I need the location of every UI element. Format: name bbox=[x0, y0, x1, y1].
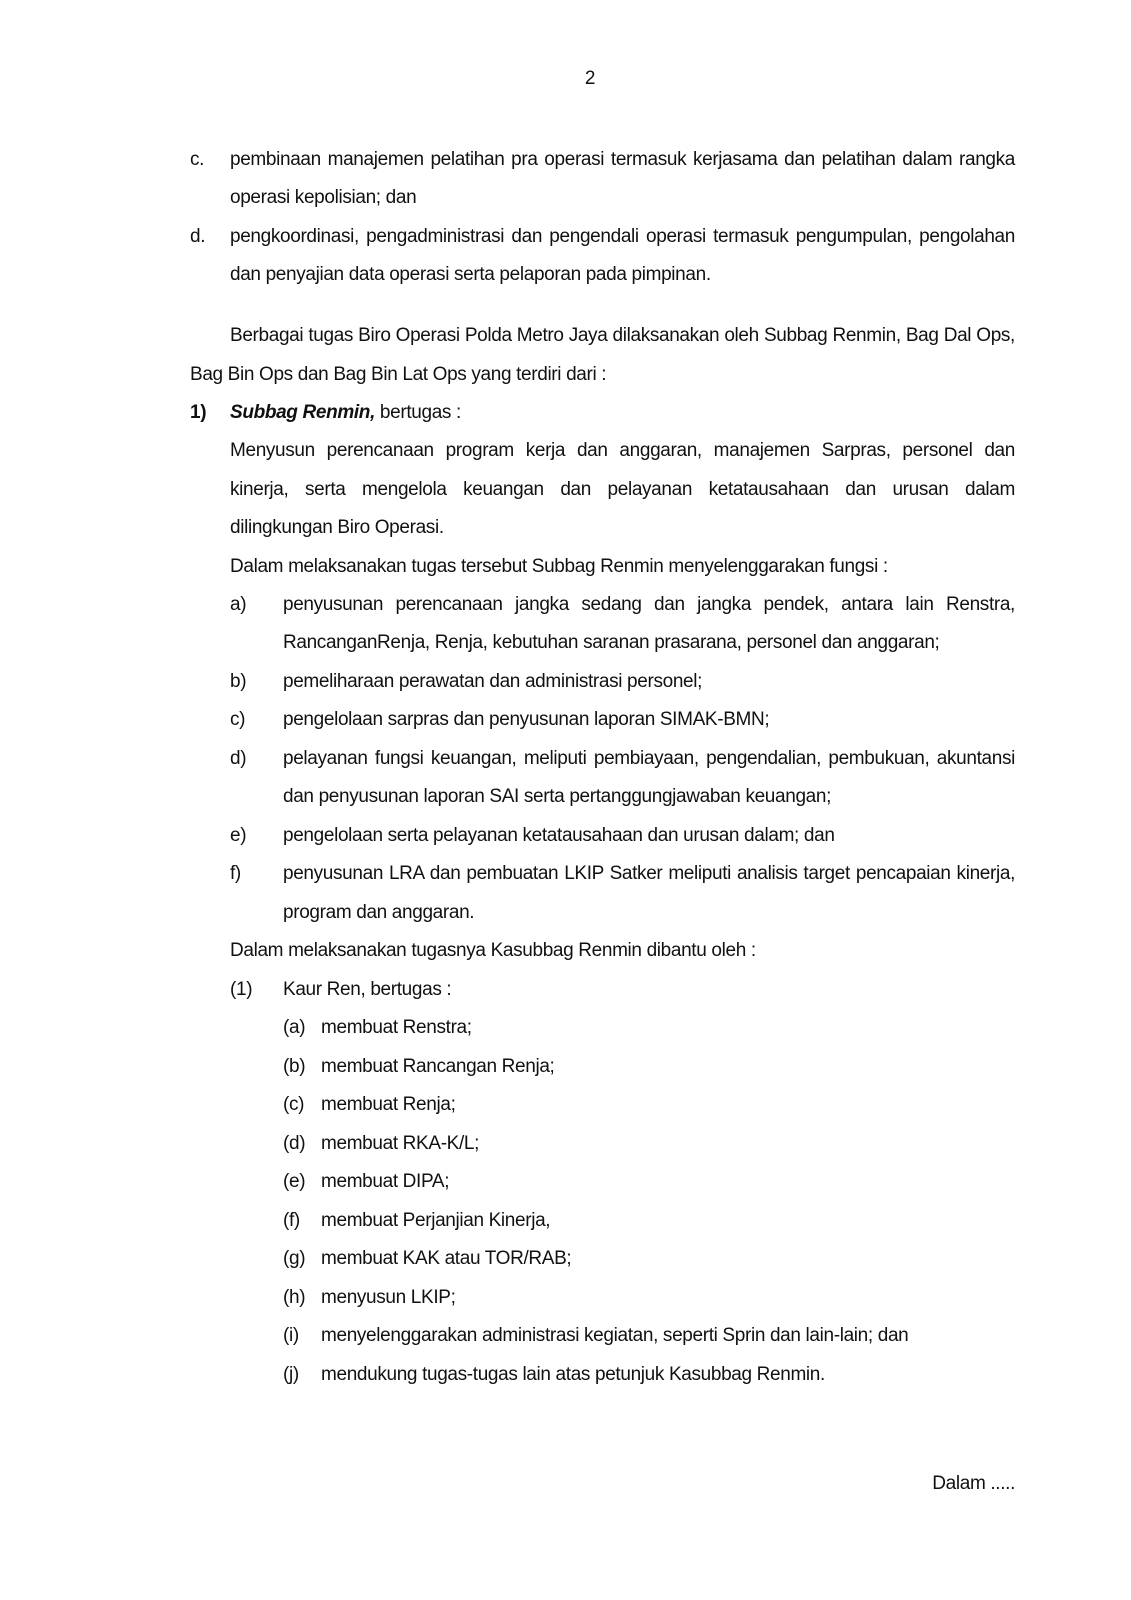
task-e: membuat DIPA; bbox=[321, 1171, 450, 1192]
task-f: membuat Perjanjian Kinerja, bbox=[321, 1210, 551, 1231]
fungsi-marker-d: d) bbox=[230, 748, 247, 769]
fungsi-e-line1: pengelolaan serta pelayanan ketatausahaan dan urusan dalam; dan bbox=[283, 825, 835, 846]
section-desc-line3: dilingkungan Biro Operasi. bbox=[230, 517, 444, 538]
task-marker-i: (i) bbox=[283, 1325, 299, 1346]
task-marker-j: (j) bbox=[283, 1364, 299, 1385]
fungsi-a-line2: RancanganRenja, Renja, kebutuhan saranan prasarana, personel dan anggaran; bbox=[283, 632, 940, 653]
fungsi-c-line1: pengelolaan sarpras dan penyusunan laporan SIMAK-BMN; bbox=[283, 709, 770, 730]
list-item-d-line2: dan penyajian data operasi serta pelaporan pada pimpinan. bbox=[230, 264, 711, 285]
task-b: membuat Rancangan Renja; bbox=[321, 1056, 555, 1077]
footer-continuation: Dalam ..... bbox=[932, 1473, 1015, 1494]
task-marker-b: (b) bbox=[283, 1056, 306, 1077]
section-desc-line2: kinerja, serta mengelola keuangan dan pelayanan ketatausahaan dan urusan dalam bbox=[230, 479, 1015, 500]
section-heading bbox=[230, 401, 461, 425]
section-title: Subbag Renmin, bbox=[230, 402, 375, 423]
list-marker-d: d. bbox=[190, 226, 206, 247]
fungsi-f-line2: program dan anggaran. bbox=[283, 902, 475, 923]
task-marker-g: (g) bbox=[283, 1248, 306, 1269]
section-desc-line1: Menyusun perencanaan program kerja dan anggaran, manajemen Sarpras, personel dan bbox=[230, 440, 1015, 461]
fungsi-marker-f: f) bbox=[230, 863, 241, 884]
fungsi-f-line1: penyusunan LRA dan pembuatan LKIP Satker meliputi analisis target pencapaian kinerja, bbox=[283, 863, 1015, 884]
fungsi-d-line2: dan penyusunan laporan SAI serta pertanggungjawaban keuangan; bbox=[283, 786, 832, 807]
page-number: 2 bbox=[584, 68, 596, 89]
section-title-suffix: bertugas : bbox=[375, 402, 461, 423]
task-marker-e: (e) bbox=[283, 1171, 306, 1192]
task-h: menyusun LKIP; bbox=[321, 1287, 456, 1308]
fungsi-marker-a: a) bbox=[230, 594, 247, 615]
dibantu-intro: Dalam melaksanakan tugasnya Kasubbag Renmin dibantu oleh : bbox=[230, 940, 756, 961]
fungsi-marker-e: e) bbox=[230, 825, 247, 846]
task-marker-c: (c) bbox=[283, 1094, 305, 1115]
fungsi-marker-c: c) bbox=[230, 709, 246, 730]
task-i: menyelenggarakan administrasi kegiatan, seperti Sprin dan lain-lain; dan bbox=[321, 1325, 909, 1346]
fungsi-intro: Dalam melaksanakan tugas tersebut Subbag Renmin menyelenggarakan fungsi : bbox=[230, 556, 888, 577]
section-number: 1) bbox=[190, 402, 207, 423]
list-item-d-line1: pengkoordinasi, pengadministrasi dan pengendali operasi termasuk pengumpulan, pengolahan bbox=[230, 226, 1015, 247]
task-marker-a: (a) bbox=[283, 1017, 306, 1038]
list-item-c-line1: pembinaan manajemen pelatihan pra operasi termasuk kerjasama dan pelatihan dalam rangka bbox=[230, 149, 1015, 170]
fungsi-marker-b: b) bbox=[230, 671, 247, 692]
task-marker-h: (h) bbox=[283, 1287, 306, 1308]
fungsi-d-line1: pelayanan fungsi keuangan, meliputi pembiayaan, pengendalian, pembukuan, akuntansi bbox=[283, 748, 1015, 769]
fungsi-b-line1: pemeliharaan perawatan dan administrasi personel; bbox=[283, 671, 703, 692]
list-item-c-line2: operasi kepolisian; dan bbox=[230, 187, 417, 208]
task-g: membuat KAK atau TOR/RAB; bbox=[321, 1248, 572, 1269]
task-marker-d: (d) bbox=[283, 1133, 306, 1154]
task-a: membuat Renstra; bbox=[321, 1017, 472, 1038]
intro-line1: Berbagai tugas Biro Operasi Polda Metro Jaya dilaksanakan oleh Subbag Renmin, Bag Dal Ops, bbox=[230, 325, 1015, 346]
kaur-marker: (1) bbox=[230, 979, 253, 1000]
fungsi-a-line1: penyusunan perencanaan jangka sedang dan jangka pendek, antara lain Renstra, bbox=[283, 594, 1015, 615]
task-c: membuat Renja; bbox=[321, 1094, 456, 1115]
kaur-label: Kaur Ren, bertugas : bbox=[283, 979, 452, 1000]
intro-line2: Bag Bin Ops dan Bag Bin Lat Ops yang terdiri dari : bbox=[190, 364, 607, 385]
list-marker-c: c. bbox=[190, 149, 205, 170]
task-d: membuat RKA-K/L; bbox=[321, 1133, 480, 1154]
task-marker-f: (f) bbox=[283, 1210, 300, 1231]
task-j: mendukung tugas-tugas lain atas petunjuk Kasubbag Renmin. bbox=[321, 1364, 825, 1385]
